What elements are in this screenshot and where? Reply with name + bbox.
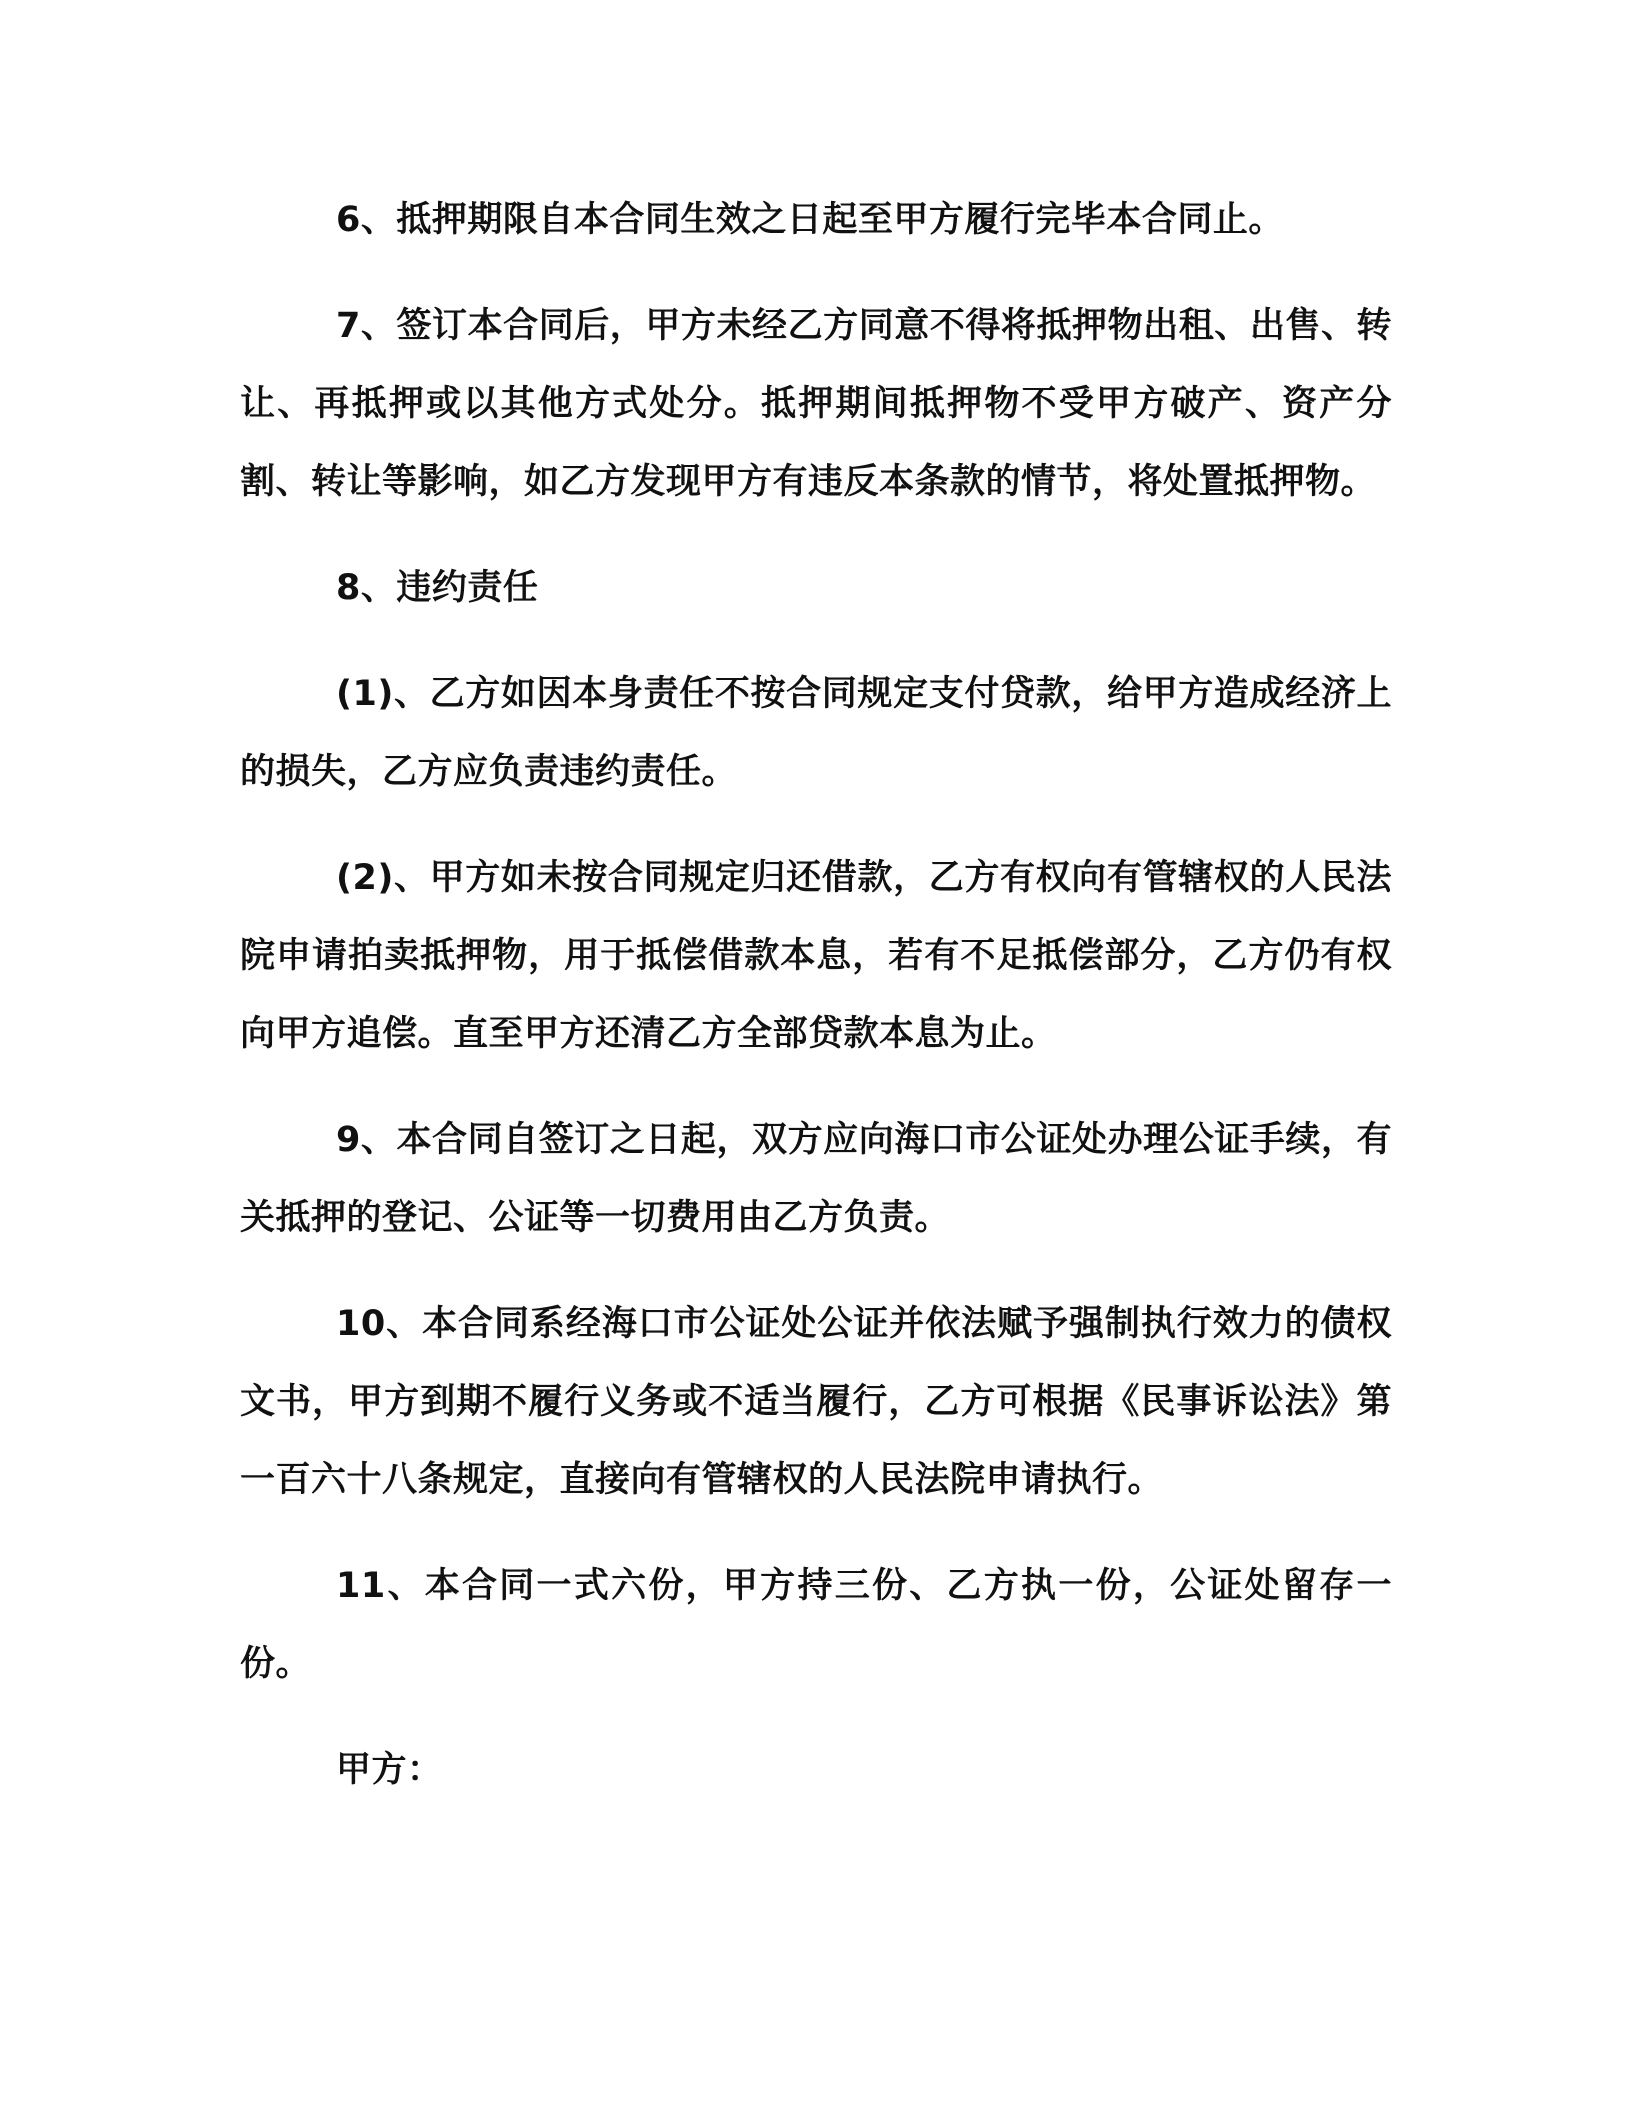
clause-7-disposal-restriction: 7、签订本合同后，甲方未经乙方同意不得将抵押物出租、出售、转让、再抵押或以其他方式处分。抵押期间抵押物不受甲方破产、资产分割、转让等影响，如乙方发现甲方有违反本条款的情节，将处置抵押物。 bbox=[240, 306, 1392, 502]
clause-11-copies: 11、本合同一式六份，甲方持三份、乙方执一份，公证处留存一份。 bbox=[240, 1566, 1392, 1684]
clause-8-heading-liability: 8、违约责任 bbox=[336, 568, 539, 608]
clause-9-notarization: 9、本合同自签订之日起，双方应向海口市公证处办理公证手续，有关抵押的登记、公证等一切费用由乙方负责。 bbox=[240, 1120, 1392, 1238]
clause-8-1-party-b-liability: (1)、乙方如因本身责任不按合同规定支付贷款，给甲方造成经济上的损失，乙方应负责违约责任。 bbox=[240, 674, 1392, 792]
clause-8-2-party-a-liability: (2)、甲方如未按合同规定归还借款，乙方有权向有管辖权的人民法院申请拍卖抵押物，用于抵偿借款本息，若有不足抵偿部分，乙方仍有权向甲方追偿。直至甲方还清乙方全部贷款本息为止。 bbox=[240, 858, 1392, 1054]
party-a-signature-label: 甲方： bbox=[336, 1750, 443, 1790]
clause-10-enforcement: 10、本合同系经海口市公证处公证并依法赋予强制执行效力的债权文书，甲方到期不履行义务或不适当履行，乙方可根据《民事诉讼法》第一百六十八条规定，直接向有管辖权的人民法院申请执行。 bbox=[240, 1304, 1392, 1500]
document-body bbox=[240, 181, 1392, 1809]
clause-6-mortgage-term: 6、抵押期限自本合同生效之日起至甲方履行完毕本合同止。 bbox=[336, 200, 1284, 240]
